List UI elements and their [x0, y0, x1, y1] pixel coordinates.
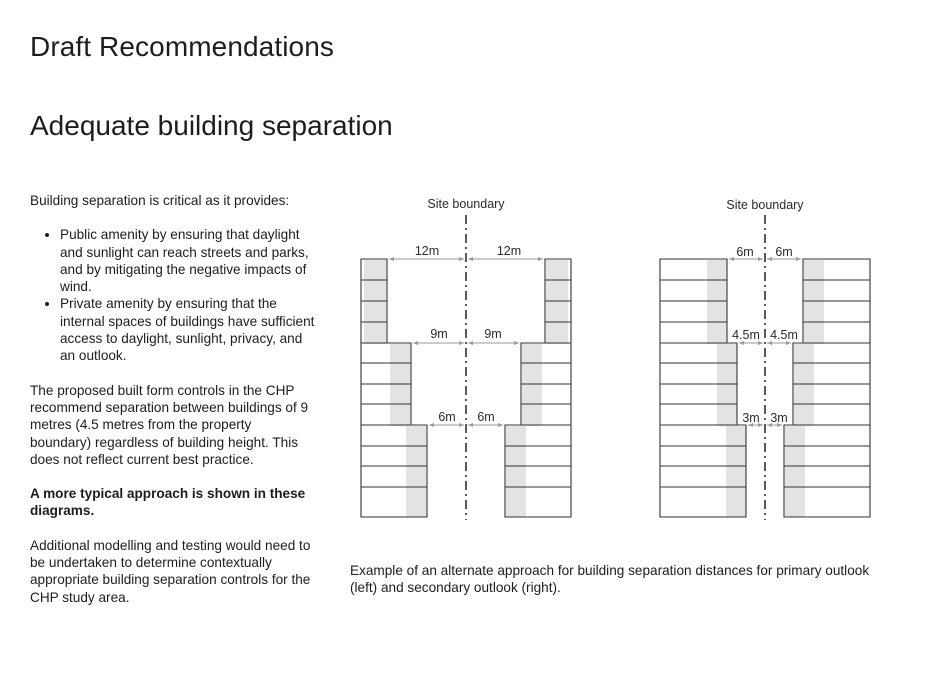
bold-statement: A more typical approach is shown in these diagrams.	[30, 486, 306, 519]
dim-label: 6m	[775, 245, 793, 259]
dim-label: 3m	[770, 411, 788, 425]
controls-paragraph: The proposed built form controls in the CHP recommend separation between buildings of 9 metres (4.5 metres from the property boundary) regardless of building height. This does not reflect current best practice.	[30, 382, 309, 467]
right-building	[505, 259, 571, 517]
left-diagram	[361, 197, 571, 520]
dim-label: 9m	[484, 327, 502, 341]
list-item: • Private amenity by ensuring that the internal spaces of buildings have sufficient access to daylight, sunlight, privacy, and an outlook.	[60, 295, 315, 364]
dim-label: 4.5m	[770, 328, 798, 342]
left-building	[361, 259, 427, 517]
page-title: Draft Recommendations	[30, 31, 335, 62]
dim-label: 12m	[414, 244, 440, 258]
intro-paragraph: Building separation is critical as it provides:	[30, 193, 290, 208]
left-building	[660, 259, 746, 517]
site-boundary-label: Site boundary	[726, 198, 804, 212]
dim-label: 12m	[496, 244, 522, 258]
section-title: Adequate building separation	[30, 110, 393, 141]
dim-label: 6m	[438, 410, 456, 424]
right-building	[784, 259, 870, 517]
dim-label: 6m	[477, 410, 495, 424]
diagram-caption: Example of an alternate approach for building separation distances for primary outlook (left) and secondary outlook (right).	[350, 563, 870, 596]
dim-label: 4.5m	[732, 328, 760, 342]
dim-label: 6m	[736, 245, 754, 259]
modelling-paragraph: Additional modelling and testing would need to be undertaken to determine contextually appropriate building separation controls for the CHP study area.	[30, 537, 311, 605]
dim-label: 9m	[430, 327, 448, 341]
dim-label: 3m	[742, 411, 760, 425]
list-item: • Public amenity by ensuring that daylight and sunlight can reach streets and parks, and by mitigating the negative impacts of wind.	[60, 226, 315, 295]
site-boundary-label: Site boundary	[427, 197, 505, 211]
right-diagram	[660, 198, 870, 520]
